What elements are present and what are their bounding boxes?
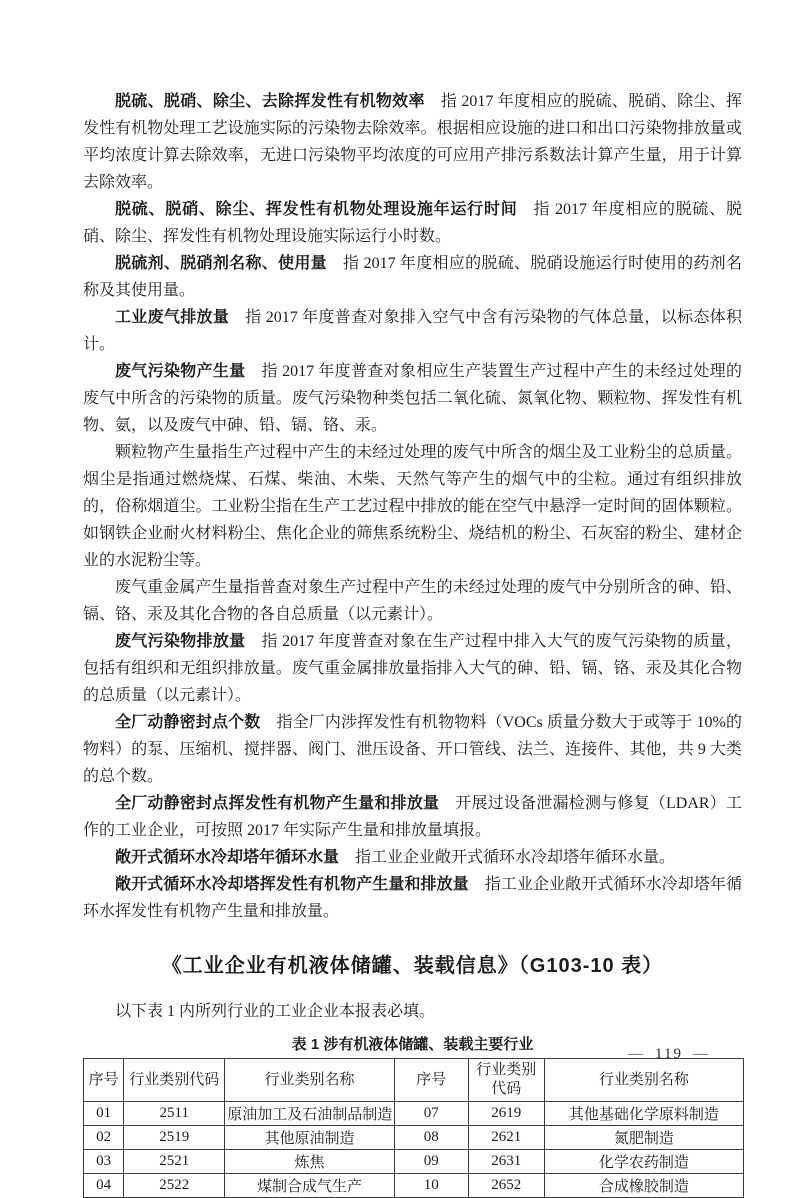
table-header-row <box>84 1059 744 1102</box>
definition-text: 指 2017 年度普查对象相应生产装置生产过程中产生的未经过处理的废气中所含的污染物的质量。废气污染物种类包括二氧化硫、氮氧化物、颗粒物、挥发性有机物、氨，以及废气中砷、铅、镉、铬、汞。 <box>83 363 742 434</box>
cell-industry-name: 氮肥制造 <box>544 1126 743 1150</box>
definition-term: 敞开式循环水冷却塔年循环水量 <box>115 849 340 866</box>
definition-paragraph <box>83 790 742 844</box>
definition-paragraph <box>83 709 742 790</box>
definition-term: 脱硫、脱硝、除尘、去除挥发性有机物效率 <box>115 93 425 110</box>
definition-paragraph <box>83 844 742 871</box>
definition-term: 工业废气排放量 <box>115 309 230 326</box>
definition-paragraph <box>83 304 742 358</box>
definition-paragraph <box>83 871 742 925</box>
definition-text: 指 2017 年度普查对象排入空气中含有污染物的气体总量，以标态体积计。 <box>83 309 742 353</box>
definition-paragraph <box>83 88 742 196</box>
section-title: 《工业企业有机液体储罐、装载信息》（G103-10 表） <box>161 955 664 977</box>
cell-industry-name: 合成橡胶制造 <box>544 1174 743 1198</box>
definition-text: 颗粒物产生量指生产过程中产生的未经过处理的废气中所含的烟尘及工业粉尘的总质量。烟尘是指通过燃烧煤、石煤、柴油、木柴、天然气等产生的烟气中的尘粒。通过有组织排放的，俗称烟道尘。工业粉尘指在生产工艺过程中排放的能在空气中悬浮一定时间的固体颗粒。如钢铁企业耐火材料粉尘、焦化企业的筛焦系统粉尘、烧结机的粉尘、石灰窑的粉尘、建材企业的水泥粉尘等。 <box>83 444 742 569</box>
cell-industry-code: 2619 <box>468 1102 544 1126</box>
definition-paragraph <box>83 358 742 439</box>
definition-paragraph <box>83 628 742 709</box>
definition-term: 全厂动静密封点挥发性有机物产生量和排放量 <box>115 795 440 812</box>
definition-paragraph <box>83 250 742 304</box>
definition-term: 废气污染物排放量 <box>115 633 246 650</box>
page-footer <box>618 1046 720 1063</box>
cell-seq: 01 <box>84 1102 124 1126</box>
definition-text: 指 2017 年度相应的脱硫、脱硝、除尘、挥发性有机物处理工艺设施实际的污染物去除效率。根据相应设施的进口和出口污染物排放量或平均浓度计算去除效率，无进口污染物平均浓度的可应用产排污系数法计算产生量，用于计算去除效率。 <box>83 93 742 191</box>
cell-industry-code: 2519 <box>124 1126 225 1150</box>
definition-text: 指 2017 年度相应的脱硫、脱硝设施运行时使用的药剂名称及其使用量。 <box>83 255 742 299</box>
definition-term: 废气污染物产生量 <box>115 363 246 380</box>
footer-right-dash: — <box>693 1046 710 1062</box>
cell-industry-name: 其他基础化学原料制造 <box>544 1102 743 1126</box>
definition-paragraph <box>83 439 742 574</box>
definition-text: 指 2017 年度相应的脱硫、脱硝、除尘、挥发性有机物处理设施实际运行小时数。 <box>83 201 742 245</box>
cell-industry-name: 原油加工及石油制品制造 <box>225 1102 395 1126</box>
cell-industry-code: 2521 <box>124 1150 225 1174</box>
industry-table <box>83 1058 744 1198</box>
definition-term: 全厂动静密封点个数 <box>115 714 261 731</box>
cell-industry-code: 2631 <box>468 1150 544 1174</box>
header-seq-left: 序号 <box>84 1059 124 1102</box>
table-row <box>84 1174 744 1198</box>
header-industry-code-right: 行业类别代码 <box>468 1059 544 1102</box>
header-industry-name-right: 行业类别名称 <box>544 1059 743 1102</box>
definition-text: 指全厂内涉挥发性有机物物料（VOCs 质量分数大于或等于 10%的物料）的泵、压缩机、搅拌器、阀门、泄压设备、开口管线、法兰、连接件、其他，共 9 大类的总个数。 <box>83 714 742 785</box>
cell-seq: 04 <box>84 1174 124 1198</box>
cell-seq: 10 <box>394 1174 468 1198</box>
table-caption: 表 1 涉有机液体储罐、装载主要行业 <box>291 1036 534 1053</box>
definition-text: 指 2017 年度普查对象在生产过程中排入大气的废气污染物的质量，包括有组织和无组织排放量。废气重金属排放量指排入大气的砷、铅、镉、铬、汞及其化合物的总质量（以元素计）。 <box>83 633 742 704</box>
table-row <box>84 1102 744 1126</box>
table-row <box>84 1150 744 1174</box>
footer-left-dash: — <box>628 1046 646 1062</box>
definition-term: 敞开式循环水冷却塔挥发性有机物产生量和排放量 <box>115 876 469 893</box>
cell-industry-code: 2522 <box>124 1174 225 1198</box>
cell-industry-name: 化学农药制造 <box>544 1150 743 1174</box>
cell-industry-code: 2652 <box>468 1174 544 1198</box>
cell-seq: 07 <box>394 1102 468 1126</box>
cell-seq: 02 <box>84 1126 124 1150</box>
definition-paragraph <box>83 574 742 628</box>
header-industry-code-left: 行业类别代码 <box>124 1059 225 1102</box>
definition-text: 指工业企业敞开式循环水冷却塔年循环水量。 <box>355 849 676 866</box>
page-number: 119 <box>655 1046 683 1062</box>
cell-industry-name: 炼焦 <box>225 1150 395 1174</box>
header-seq-right: 序号 <box>394 1059 468 1102</box>
table-intro: 以下表 1 内所列行业的工业企业本报表必填。 <box>115 1003 436 1020</box>
cell-seq: 09 <box>394 1150 468 1174</box>
table-row <box>84 1126 744 1150</box>
header-industry-name-left: 行业类别名称 <box>225 1059 395 1102</box>
definition-term: 脱硫剂、脱硝剂名称、使用量 <box>115 255 327 272</box>
cell-industry-name: 煤制合成气生产 <box>225 1174 395 1198</box>
cell-industry-code: 2621 <box>468 1126 544 1150</box>
definition-text: 指工业企业敞开式循环水冷却塔年循环水挥发性有机物产生量和排放量。 <box>83 876 742 920</box>
definition-term: 脱硫、脱硝、除尘、挥发性有机物处理设施年运行时间 <box>115 201 518 218</box>
definition-text: 废气重金属产生量指普查对象生产过程中产生的未经过处理的废气中分别所含的砷、铅、镉、铬、汞及其化合物的各自总质量（以元素计）。 <box>83 579 742 623</box>
definition-paragraph <box>83 196 742 250</box>
cell-industry-code: 2511 <box>124 1102 225 1126</box>
cell-industry-name: 其他原油制造 <box>225 1126 395 1150</box>
definition-text: 开展过设备泄漏检测与修复（LDAR）工作的工业企业，可按照 2017 年实际产生量和排放量填报。 <box>83 795 742 839</box>
cell-seq: 03 <box>84 1150 124 1174</box>
definitions-section <box>83 88 742 925</box>
cell-seq: 08 <box>394 1126 468 1150</box>
